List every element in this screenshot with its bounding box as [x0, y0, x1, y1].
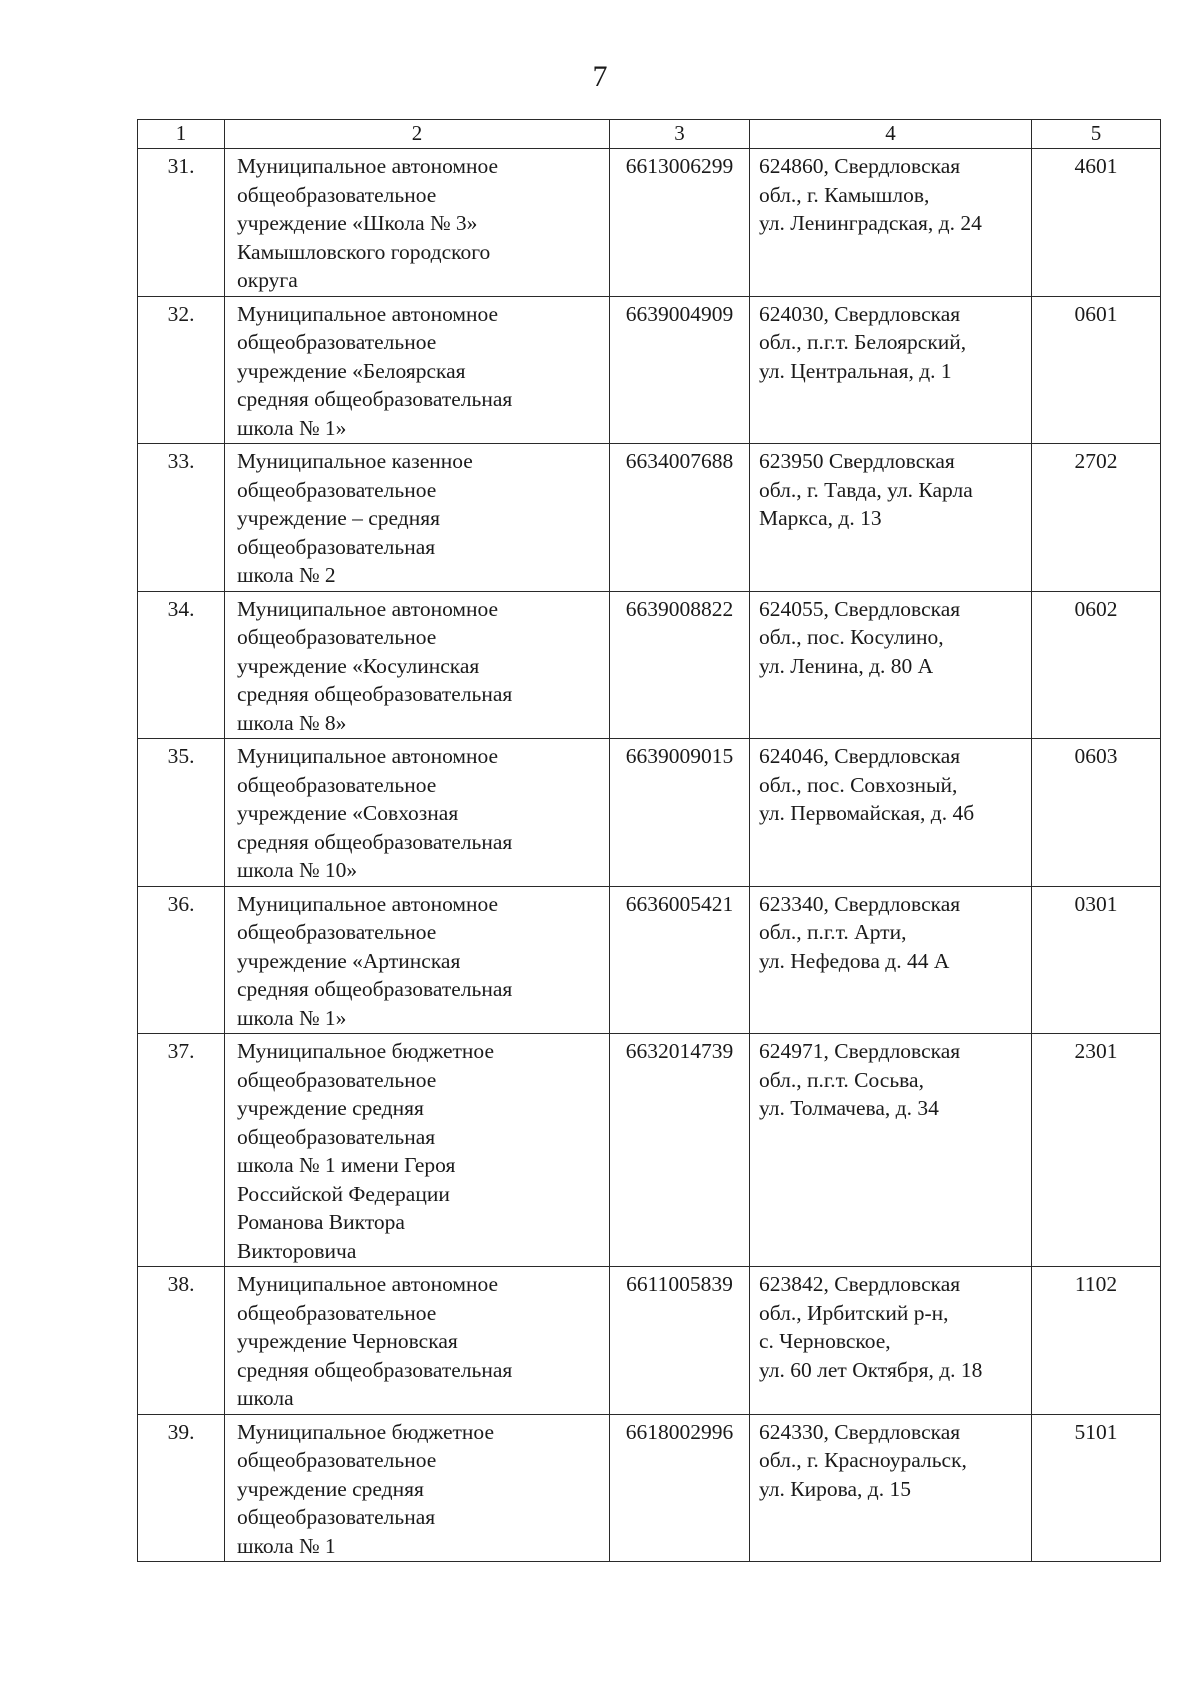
row-number-cell [138, 591, 225, 739]
code-cell [1032, 149, 1161, 297]
row-number-cell [138, 1414, 225, 1562]
organization-name-line: средняя общеобразовательная [237, 682, 513, 706]
address-line: 624046, Свердловская [759, 744, 961, 768]
table-row [138, 739, 1161, 887]
row-number: 31. [167, 154, 195, 178]
code-cell [1032, 296, 1161, 444]
row-number-cell [138, 886, 225, 1034]
registry-table [137, 119, 1161, 1562]
row-number: 33. [167, 449, 195, 473]
organization-name-line: общеобразовательное [237, 1448, 437, 1472]
row-number: 35. [167, 744, 195, 768]
code-cell [1032, 1034, 1161, 1267]
row-number: 39. [167, 1419, 195, 1444]
organization-name-line: школа № 1» [237, 1005, 347, 1030]
column-header: 4 [750, 120, 1032, 149]
organization-name-line: средняя общеобразовательная [237, 977, 513, 1001]
table-header [138, 120, 1161, 149]
row-number-cell [138, 296, 225, 444]
address-line: ул. Ленинградская, д. 24 [759, 211, 982, 235]
organization-name-line: школа [237, 1386, 294, 1410]
organization-name-line: Романова Виктора [237, 1210, 405, 1234]
row-number-cell [138, 444, 225, 592]
row-number-cell [138, 739, 225, 887]
organization-name-line: Камышловского городского [237, 239, 491, 264]
code-cell [1032, 739, 1161, 887]
address-cell [750, 886, 1032, 1034]
inn-value: 6632014739 [625, 1039, 734, 1063]
organization-name-line: школа № 8» [237, 710, 347, 735]
organization-name-line: средняя общеобразовательная [237, 1357, 513, 1382]
table-row [138, 591, 1161, 739]
row-number-cell [138, 1267, 225, 1415]
organization-name-line: учреждение Черновская [237, 1329, 458, 1353]
column-header: 2 [225, 120, 610, 149]
address-line: ул. Кирова, д. 15 [759, 1476, 911, 1501]
organization-name-line: школа № 1 имени Героя [237, 1153, 456, 1177]
organization-name-line: школа № 1» [237, 415, 347, 440]
inn-cell [610, 296, 750, 444]
inn-cell [610, 1267, 750, 1415]
row-number: 36. [167, 891, 195, 916]
address-line: 624860, Свердловская [759, 154, 961, 178]
address-cell [750, 444, 1032, 592]
organization-name-line: общеобразовательное [237, 182, 437, 207]
inn-value: 6618002996 [625, 1419, 734, 1444]
organization-name-cell [225, 739, 610, 887]
code-cell [1032, 444, 1161, 592]
organization-name-line: школа № 2 [237, 563, 336, 587]
address-line: ул. Центральная, д. 1 [759, 358, 952, 383]
inn-value: 6611005839 [626, 1272, 733, 1296]
address-line: обл., пос. Косулино, [759, 625, 944, 649]
address-line: 624055, Свердловская [759, 596, 961, 621]
address-line: ул. 60 лет Октября, д. 18 [759, 1357, 983, 1382]
organization-name-line: Муниципальное бюджетное [237, 1419, 494, 1444]
inn-cell [610, 739, 750, 887]
organization-name-cell [225, 886, 610, 1034]
organization-name-line: средняя общеобразовательная [237, 387, 513, 411]
code-cell [1032, 886, 1161, 1034]
organization-name-line: учреждение средняя [237, 1476, 424, 1501]
organization-name-line: общеобразовательное [237, 330, 437, 354]
organization-name-cell [225, 591, 610, 739]
row-number: 34. [167, 596, 195, 621]
address-line: обл., п.г.т. Сосьва, [759, 1067, 924, 1092]
inn-value: 6639004909 [625, 301, 734, 326]
table-row [138, 1414, 1161, 1562]
organization-name-line: учреждение «Косулинская [237, 653, 480, 678]
inn-cell [610, 1034, 750, 1267]
address-line: обл., г. Камышлов, [759, 182, 930, 207]
organization-name-line: средняя общеобразовательная [237, 829, 513, 854]
code-cell [1032, 1414, 1161, 1562]
address-cell [750, 591, 1032, 739]
organization-name-line: учреждение «Артинская [237, 948, 461, 973]
organization-name-line: Муниципальное казенное [237, 449, 473, 473]
inn-value: 6639009015 [625, 744, 734, 768]
address-line: 624330, Свердловская [759, 1419, 961, 1444]
organization-name-line: Викторовича [237, 1238, 357, 1263]
inn-cell [610, 591, 750, 739]
row-number: 37. [167, 1039, 195, 1063]
organization-name-line: учреждение «Совхозная [237, 801, 459, 825]
inn-value: 6634007688 [625, 449, 734, 473]
organization-name-line: общеобразовательное [237, 920, 437, 944]
address-line: 623842, Свердловская [759, 1272, 961, 1296]
address-line: с. Черновское, [759, 1329, 891, 1353]
code-cell [1032, 591, 1161, 739]
organization-name-line: общеобразовательная [237, 1124, 436, 1149]
organization-name-line: общеобразовательное [237, 625, 437, 649]
code-value: 2702 [1074, 449, 1118, 473]
address-line: ул. Толмачева, д. 34 [759, 1096, 939, 1120]
organization-name-line: округа [237, 268, 298, 292]
organization-name-line: школа № 1 [237, 1533, 336, 1558]
inn-value: 6636005421 [625, 891, 734, 916]
row-number-cell [138, 1034, 225, 1267]
organization-name-line: Российской Федерации [237, 1181, 450, 1206]
address-line: обл., п.г.т. Арти, [759, 920, 907, 944]
organization-name-line: школа № 10» [237, 858, 358, 882]
organization-name-cell [225, 444, 610, 592]
organization-name-line: общеобразовательное [237, 772, 437, 797]
table-row [138, 1034, 1161, 1267]
address-line: обл., г. Тавда, ул. Карла [759, 477, 973, 502]
organization-name-line: общеобразовательное [237, 1067, 437, 1092]
code-value: 0603 [1074, 744, 1118, 768]
column-header: 5 [1032, 120, 1161, 149]
table-row [138, 1267, 1161, 1415]
inn-cell [610, 886, 750, 1034]
address-line: 624030, Свердловская [759, 301, 961, 326]
address-line: обл., п.г.т. Белоярский, [759, 330, 967, 354]
address-cell [750, 1414, 1032, 1562]
address-line: ул. Первомайская, д. 4б [759, 801, 975, 825]
address-line: обл., пос. Совхозный, [759, 772, 958, 797]
organization-name-line: общеобразовательная [237, 534, 436, 559]
header-row [138, 120, 1161, 149]
column-header: 3 [610, 120, 750, 149]
inn-value: 6613006299 [625, 154, 734, 178]
code-value: 0602 [1074, 596, 1118, 621]
inn-cell [610, 1414, 750, 1562]
table-row [138, 444, 1161, 592]
column-header: 1 [138, 120, 225, 149]
organization-name-line: Муниципальное автономное [237, 301, 499, 326]
organization-name-cell [225, 1034, 610, 1267]
organization-name-line: общеобразовательная [237, 1505, 436, 1529]
inn-value: 6639008822 [625, 596, 734, 621]
table-row [138, 296, 1161, 444]
address-line: обл., Ирбитский р-н, [759, 1300, 949, 1325]
organization-name-line: Муниципальное автономное [237, 596, 499, 621]
code-value: 1102 [1074, 1272, 1118, 1296]
organization-name-line: общеобразовательное [237, 1300, 437, 1325]
address-cell [750, 296, 1032, 444]
address-line: обл., г. Красноуральск, [759, 1448, 967, 1472]
organization-name-line: Муниципальное автономное [237, 891, 499, 916]
row-number: 32. [167, 301, 195, 326]
organization-name-line: учреждение – средняя [237, 506, 441, 530]
inn-cell [610, 149, 750, 297]
organization-name-line: Муниципальное автономное [237, 744, 499, 768]
organization-name-cell [225, 1414, 610, 1562]
address-line: 623950 Свердловская [759, 449, 955, 473]
address-cell [750, 149, 1032, 297]
address-cell [750, 1267, 1032, 1415]
row-number-cell [138, 149, 225, 297]
address-cell [750, 1034, 1032, 1267]
organization-name-line: учреждение «Школа № 3» [237, 211, 478, 235]
inn-cell [610, 444, 750, 592]
address-cell [750, 739, 1032, 887]
organization-name-line: учреждение «Белоярская [237, 358, 466, 383]
address-line: 624971, Свердловская [759, 1039, 961, 1063]
organization-name-cell [225, 149, 610, 297]
code-value: 5101 [1074, 1419, 1118, 1444]
table-body [138, 149, 1161, 1562]
code-value: 0301 [1074, 891, 1118, 916]
code-cell [1032, 1267, 1161, 1415]
table-row [138, 886, 1161, 1034]
organization-name-line: общеобразовательное [237, 477, 437, 502]
organization-name-cell [225, 1267, 610, 1415]
address-line: Маркса, д. 13 [759, 506, 882, 530]
organization-name-line: учреждение средняя [237, 1096, 424, 1120]
address-line: ул. Ленина, д. 80 А [759, 653, 934, 678]
code-value: 0601 [1074, 301, 1118, 326]
code-value: 2301 [1074, 1039, 1118, 1063]
code-value: 4601 [1074, 154, 1118, 178]
organization-name-line: Муниципальное бюджетное [237, 1039, 494, 1063]
address-line: ул. Нефедова д. 44 А [759, 948, 950, 973]
organization-name-line: Муниципальное автономное [237, 154, 499, 178]
address-line: 623340, Свердловская [759, 891, 961, 916]
organization-name-line: Муниципальное автономное [237, 1272, 499, 1296]
row-number: 38. [167, 1272, 195, 1296]
page-number: 7 [592, 60, 608, 93]
table-row [138, 149, 1161, 297]
organization-name-cell [225, 296, 610, 444]
